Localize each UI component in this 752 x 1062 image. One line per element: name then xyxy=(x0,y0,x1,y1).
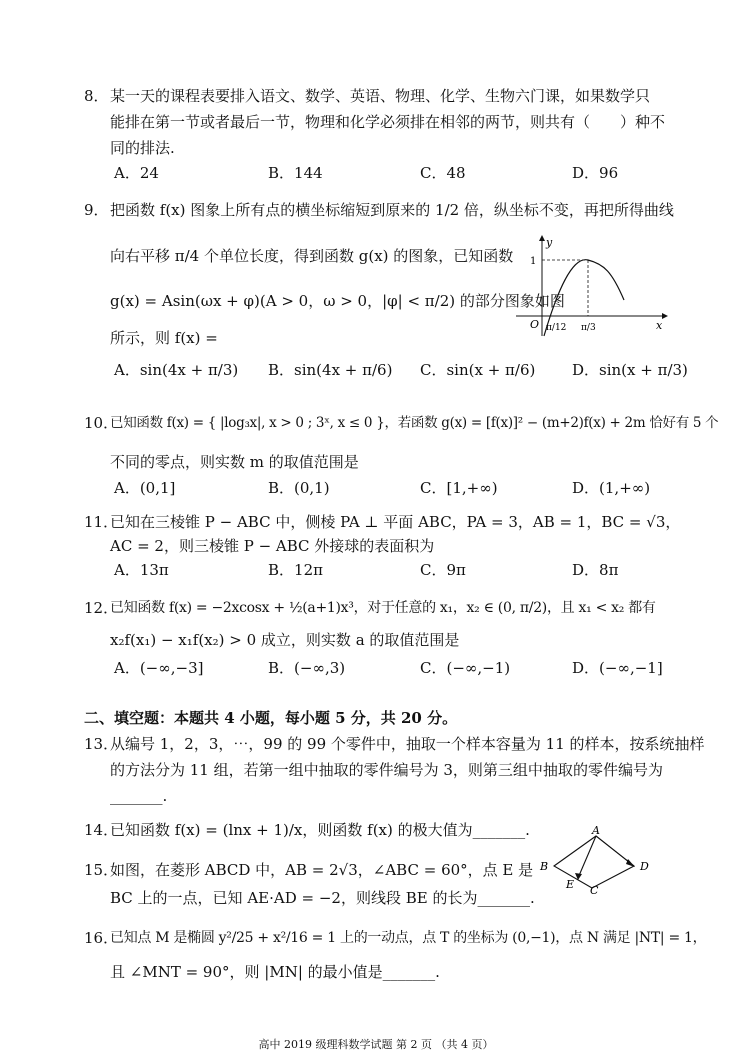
question-8-option-a: A．24 xyxy=(114,164,159,182)
point-e-label: E xyxy=(566,878,575,891)
question-10-number: 10． xyxy=(84,414,119,432)
question-9-line-3: g(x) = Asin(ωx + φ)(A > 0，ω > 0，|φ| < π/2) 的部分图象如图 xyxy=(110,292,565,310)
question-13-line-3: _______. xyxy=(110,787,168,805)
question-14-number: 14． xyxy=(84,821,119,839)
question-14-line-1: 已知函数 f(x) = (lnx + 1)/x，则函数 f(x) 的极大值为_______. xyxy=(110,821,530,839)
y-axis-arrow-icon xyxy=(539,235,545,241)
question-11-option-a: A．13π xyxy=(114,561,169,579)
question-15-number: 15． xyxy=(84,861,119,879)
rhombus-figure xyxy=(534,826,664,894)
question-10-line-1: 已知函数 f(x) = { |log₃x|, x > 0 ; 3ˣ, x ≤ 0 }，若函数 g(x) = [f(x)]² − (m+2)f(x) + 2m 恰好有 5 个 xyxy=(110,415,719,431)
question-13-line-2: 的方法分为 11 组，若第一组中抽取的零件编号为 3，则第三组中抽取的零件编号为 xyxy=(110,761,663,779)
tick-pi-over-3-label: π/3 xyxy=(581,323,596,333)
question-11-line-2: AC = 2，则三棱锥 P − ABC 外接球的表面积为 xyxy=(110,537,435,555)
y-axis-label: y xyxy=(546,236,553,249)
vertex-b-label: B xyxy=(540,860,549,873)
tick-pi-over-12-label: π/12 xyxy=(546,323,567,333)
question-10-option-b: B．(0,1) xyxy=(268,479,330,497)
question-9-number: 9． xyxy=(84,201,109,219)
question-9-option-c: C．sin(x + π/6) xyxy=(420,361,536,379)
x-axis-arrow-icon xyxy=(662,313,668,319)
question-9-option-b: B．sin(4x + π/6) xyxy=(268,361,393,379)
question-13-number: 13． xyxy=(84,735,119,753)
question-8-option-b: B．144 xyxy=(268,164,323,182)
question-9-option-d: D．sin(x + π/3) xyxy=(572,361,688,379)
question-10-option-d: D．(1,+∞) xyxy=(572,479,651,497)
question-10-line-2: 不同的零点，则实数 m 的取值范围是 xyxy=(110,453,359,471)
question-11-option-d: D．8π xyxy=(572,561,619,579)
question-11-option-b: B．12π xyxy=(268,561,323,579)
question-12-option-c: C．(−∞,−1) xyxy=(420,659,511,677)
x-axis-label: x xyxy=(656,319,663,332)
sine-graph-figure xyxy=(512,232,670,338)
question-16-line-1: 已知点 M 是椭圆 y²/25 + x²/16 = 1 上的一动点，点 T 的坐标为 (0,−1)，点 N 满足 |NT| = 1， xyxy=(110,930,707,946)
question-8-option-d: D．96 xyxy=(572,164,619,182)
question-8-line-1: 某一天的课程表要排入语文、数学、英语、物理、化学、生物六门课，如果数学只 xyxy=(110,87,651,105)
question-11-option-c: C．9π xyxy=(420,561,466,579)
question-11-number: 11． xyxy=(84,513,119,531)
question-10-option-c: C．[1,+∞) xyxy=(420,479,498,497)
question-12-option-b: B．(−∞,3) xyxy=(268,659,346,677)
question-13-line-1: 从编号 1，2，3，⋯，99 的 99 个零件中，抽取一个样本容量为 11 的样本，按系统抽样 xyxy=(110,735,705,753)
question-8-option-c: C．48 xyxy=(420,164,466,182)
question-8-line-2: 能排在第一节或者最后一节，物理和化学必须排在相邻的两节，则共有（ ）种不 xyxy=(110,113,666,131)
question-16-line-2: 且 ∠MNT = 90°，则 |MN| 的最小值是_______. xyxy=(110,963,440,981)
page-footer: 高中 2019 级理科数学试题 第 2 页 （共 4 页） xyxy=(258,1038,494,1051)
question-9-line-2: 向右平移 π/4 个单位长度，得到函数 g(x) 的图象，已知函数 xyxy=(110,247,514,265)
origin-label: O xyxy=(530,318,540,331)
question-11-line-1: 已知在三棱锥 P − ABC 中，侧棱 PA ⊥ 平面 ABC，PA = 3，AB = 1，BC = √3， xyxy=(110,513,681,531)
question-12-option-a: A．(−∞,−3] xyxy=(114,659,204,677)
vertex-d-label: D xyxy=(640,860,649,873)
question-8-line-3: 同的排法. xyxy=(110,139,175,157)
question-8-number: 8． xyxy=(84,87,109,105)
question-9-option-a: A．sin(4x + π/3) xyxy=(114,361,239,379)
question-9-line-4: 所示，则 f(x) = xyxy=(110,329,218,347)
vertex-a-label: A xyxy=(592,826,600,837)
question-12-line-2: x₂f(x₁) − x₁f(x₂) > 0 成立，则实数 a 的取值范围是 xyxy=(110,631,460,649)
question-16-number: 16． xyxy=(84,929,119,947)
question-15-line-1: 如图，在菱形 ABCD 中，AB = 2√3，∠ABC = 60°，点 E 是 xyxy=(110,861,534,879)
question-12-number: 12． xyxy=(84,599,119,617)
question-10-option-a: A．(0,1] xyxy=(114,479,176,497)
vertex-c-label: C xyxy=(590,884,599,894)
question-12-option-d: D．(−∞,−1] xyxy=(572,659,663,677)
question-12-line-1: 已知函数 f(x) = −2xcosx + ½(a+1)x³，对于任意的 x₁，x₂ ∈ (0, π/2)，且 x₁ < x₂ 都有 xyxy=(110,600,656,616)
section-2-heading: 二、填空题：本题共 4 小题，每小题 5 分，共 20 分。 xyxy=(84,709,458,727)
peak-value-label: 1 xyxy=(530,256,537,267)
question-9-line-1: 把函数 f(x) 图象上所有点的横坐标缩短到原来的 1/2 倍，纵坐标不变，再把所得曲线 xyxy=(110,201,674,219)
question-15-line-2: BC 上的一点，已知 AE·AD = −2，则线段 BE 的长为_______. xyxy=(110,889,535,907)
